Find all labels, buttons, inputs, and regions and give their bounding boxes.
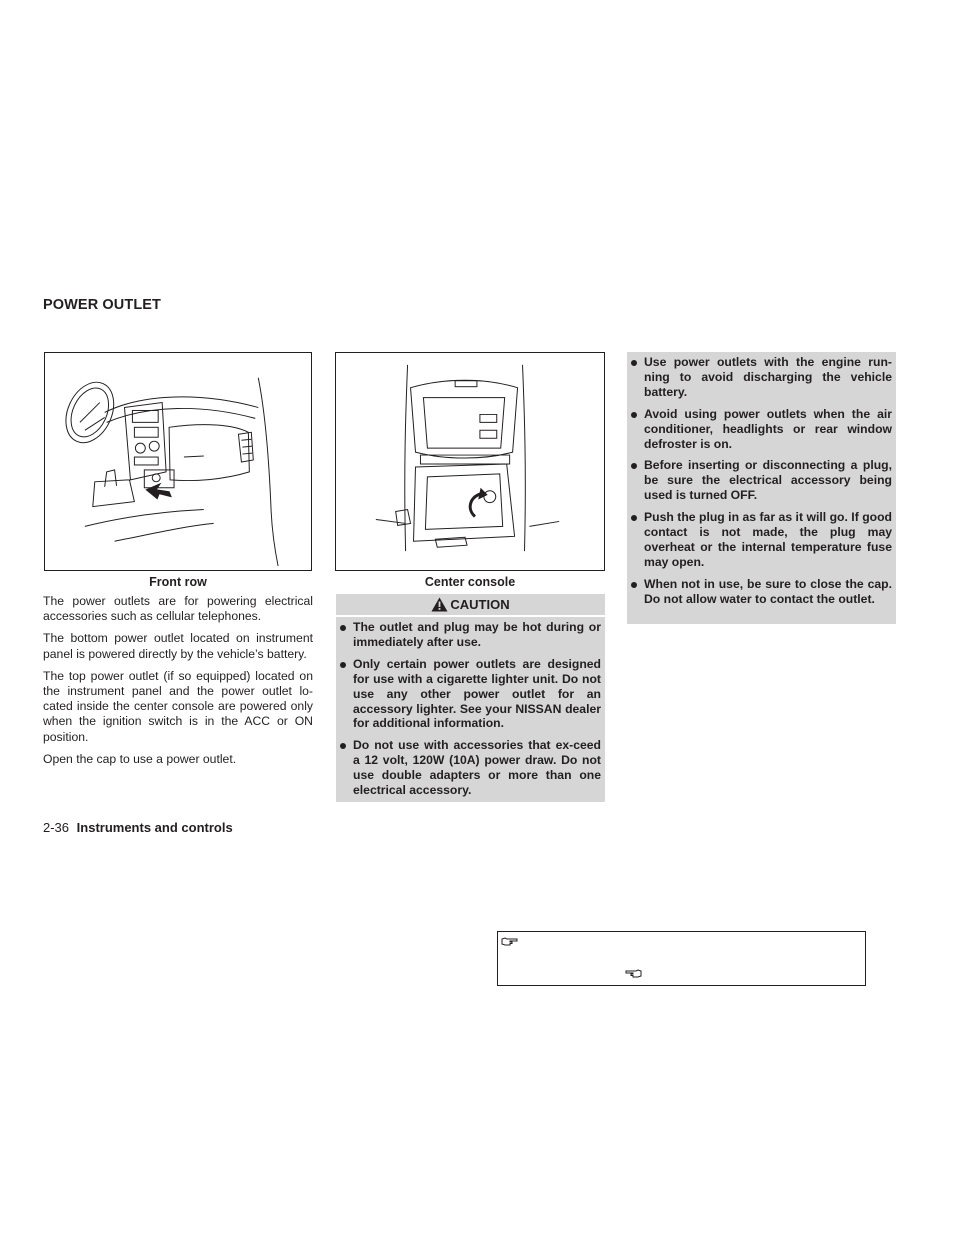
section-title: POWER OUTLET — [43, 297, 161, 313]
list-item: When not in use, be sure to close the cap. Do not allow water to contact the outlet. — [631, 577, 892, 607]
precautions-list — [627, 352, 896, 607]
warning-triangle-icon — [431, 597, 448, 612]
dashboard-illustration — [45, 353, 311, 570]
paragraph: Open the cap to use a power outlet. — [43, 751, 237, 766]
list-item: Push the plug in as far as it will go. If good contact is not made, the plug may overheat or the internal temperature fuse may open. — [631, 510, 892, 570]
paragraph: The power outlets are for powering electrical accessories such as cellular telephones. — [43, 594, 313, 624]
footer-section: Instruments and controls — [76, 820, 233, 835]
body-text — [43, 594, 313, 774]
center-console-figure — [335, 352, 605, 571]
paragraph: The top power outlet (if so equipped) located on the instrument panel and the power outlet lo-cated inside the center console are powered only when the ignition switch is in the ACC or ON position. — [43, 668, 313, 744]
front-row-caption: Front row — [149, 575, 207, 589]
page-number: 2-36 — [43, 820, 70, 835]
center-console-caption: Center console — [424, 575, 516, 589]
paragraph: The bottom power outlet located on instrument panel is powered directly by the vehicle’s battery. — [43, 631, 313, 661]
list-item: Avoid using power outlets when the air conditioner, headlights or rear window defroster is on. — [631, 407, 892, 452]
precautions-box — [627, 352, 896, 624]
list-item: Use power outlets with the engine run-ning to avoid discharging the vehicle battery. — [631, 355, 892, 400]
note-box — [497, 931, 866, 986]
list-item: Before inserting or disconnecting a plug, be sure the electrical accessory being used is turned OFF. — [631, 458, 892, 503]
caution-list — [336, 617, 605, 798]
caution-box — [336, 594, 605, 802]
caution-title: CAUTION — [450, 597, 510, 612]
caution-header — [336, 594, 605, 617]
list-item: The outlet and plug may be hot during or immediately after use. — [340, 620, 601, 650]
console-illustration — [336, 353, 604, 570]
list-item: Only certain power outlets are designed for use with a cigarette lighter unit. Do not use any other power outlet for an accessory lighter. See your NISSAN dealer for additional information. — [340, 657, 601, 732]
list-item: Do not use with accessories that ex-ceed a 12 volt, 120W (10A) power draw. Do not use double adapters or more than one electrical accessory. — [340, 738, 601, 798]
pointing-hand-icon — [501, 935, 519, 947]
pointing-hand-icon — [624, 967, 642, 979]
front-row-figure — [44, 352, 312, 571]
page-footer — [43, 820, 233, 835]
